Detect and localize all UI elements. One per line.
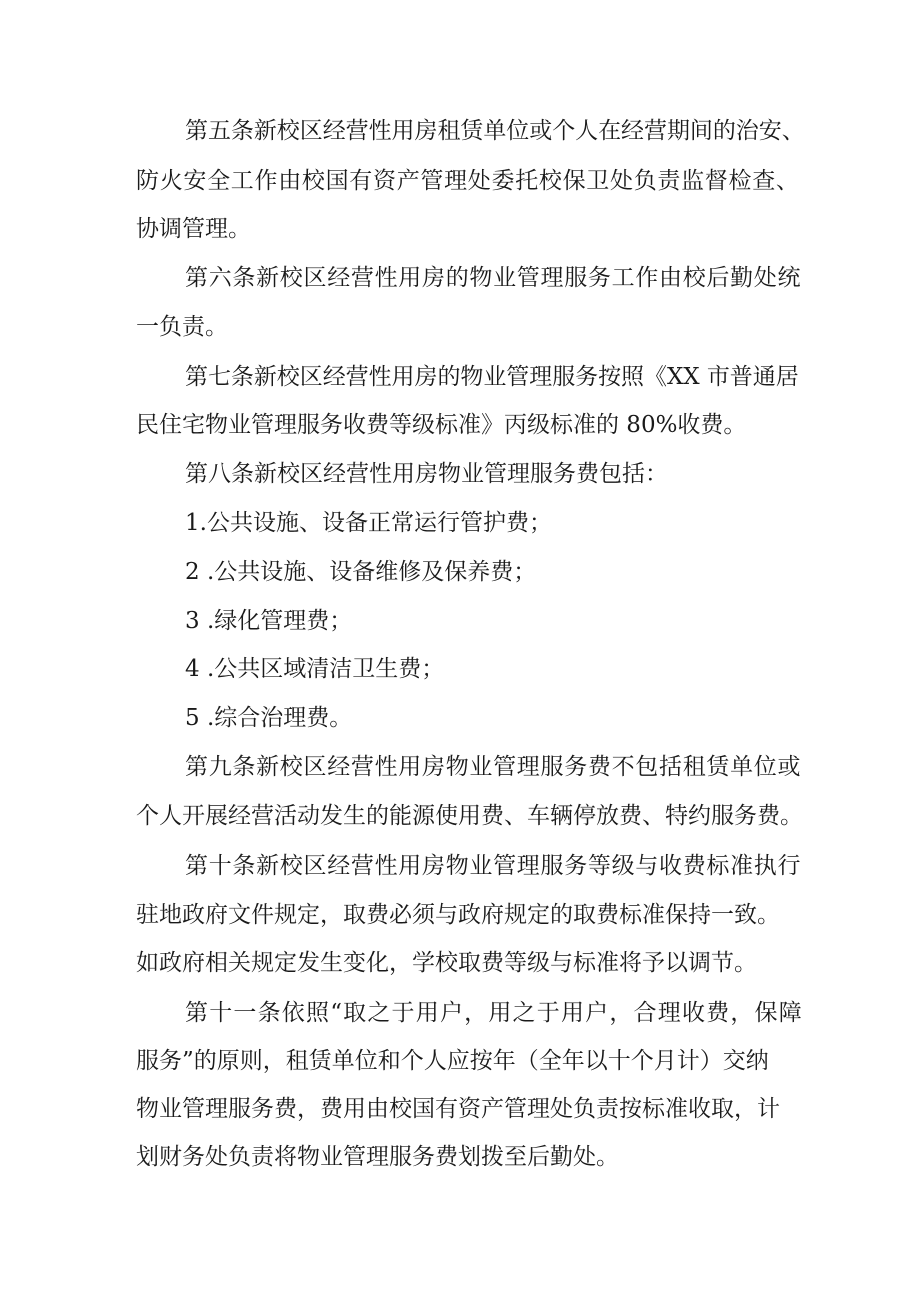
- article-8-line-1: 第八条新校区经营性用房物业管理服务费包括：: [185, 461, 668, 487]
- article-6-line-2: 一负责。: [136, 314, 228, 340]
- article-11-line-3: 物业管理服务费，费用由校国有资产管理处负责按标准收取，计: [136, 1096, 780, 1122]
- article-9-line-2: 个人开展经营活动发生的能源使用费、车辆停放费、特约服务费。: [136, 803, 803, 829]
- article-10-line-3: 如政府相关规定发生变化，学校取费等级与标准将予以调节。: [136, 950, 757, 976]
- article-7-line-2: 民住宅物业管理服务收费等级标准》丙级标准的 80%收费。: [136, 412, 747, 438]
- list-item-4: 4 .公共区域清洁卫生费；: [185, 656, 445, 682]
- article-11-line-4: 划财务处负责将物业管理服务费划拨至后勤处。: [136, 1144, 619, 1170]
- article-9-line-1: 第九条新校区经营性用房物业管理服务费不包括租赁单位或: [185, 754, 802, 780]
- article-5-line-3: 协调管理。: [136, 216, 251, 242]
- article-10-line-2: 驻地政府文件规定，取费必须与政府规定的取费标准保持一致。: [136, 902, 780, 928]
- article-5-line-2: 防火安全工作由校国有资产管理处委托校保卫处负责监督检查、: [136, 168, 800, 194]
- list-item-3: 3 .绿化管理费；: [185, 608, 353, 634]
- article-11-line-1: 第十一条依照“取之于用户，用之于用户，合理收费，保障: [185, 1000, 803, 1026]
- article-11-line-2: 服务”的原则，租赁单位和个人应按年（全年以十个月计）交纳: [136, 1048, 769, 1074]
- list-item-5: 5 .综合治理费。: [185, 705, 353, 731]
- article-5-line-1: 第五条新校区经营性用房租赁单位或个人在经营期间的治安、: [185, 118, 805, 144]
- list-item-1: 1.公共设施、设备正常运行管护费；: [185, 510, 552, 536]
- article-6-line-1: 第六条新校区经营性用房的物业管理服务工作由校后勤处统: [185, 265, 802, 291]
- article-10-line-1: 第十条新校区经营性用房物业管理服务等级与收费标准执行: [185, 853, 802, 879]
- article-7-line-1: 第七条新校区经营性用房的物业管理服务按照《XX 市普通居: [185, 364, 799, 390]
- list-item-2: 2 .公共设施、设备维修及保养费；: [185, 559, 537, 585]
